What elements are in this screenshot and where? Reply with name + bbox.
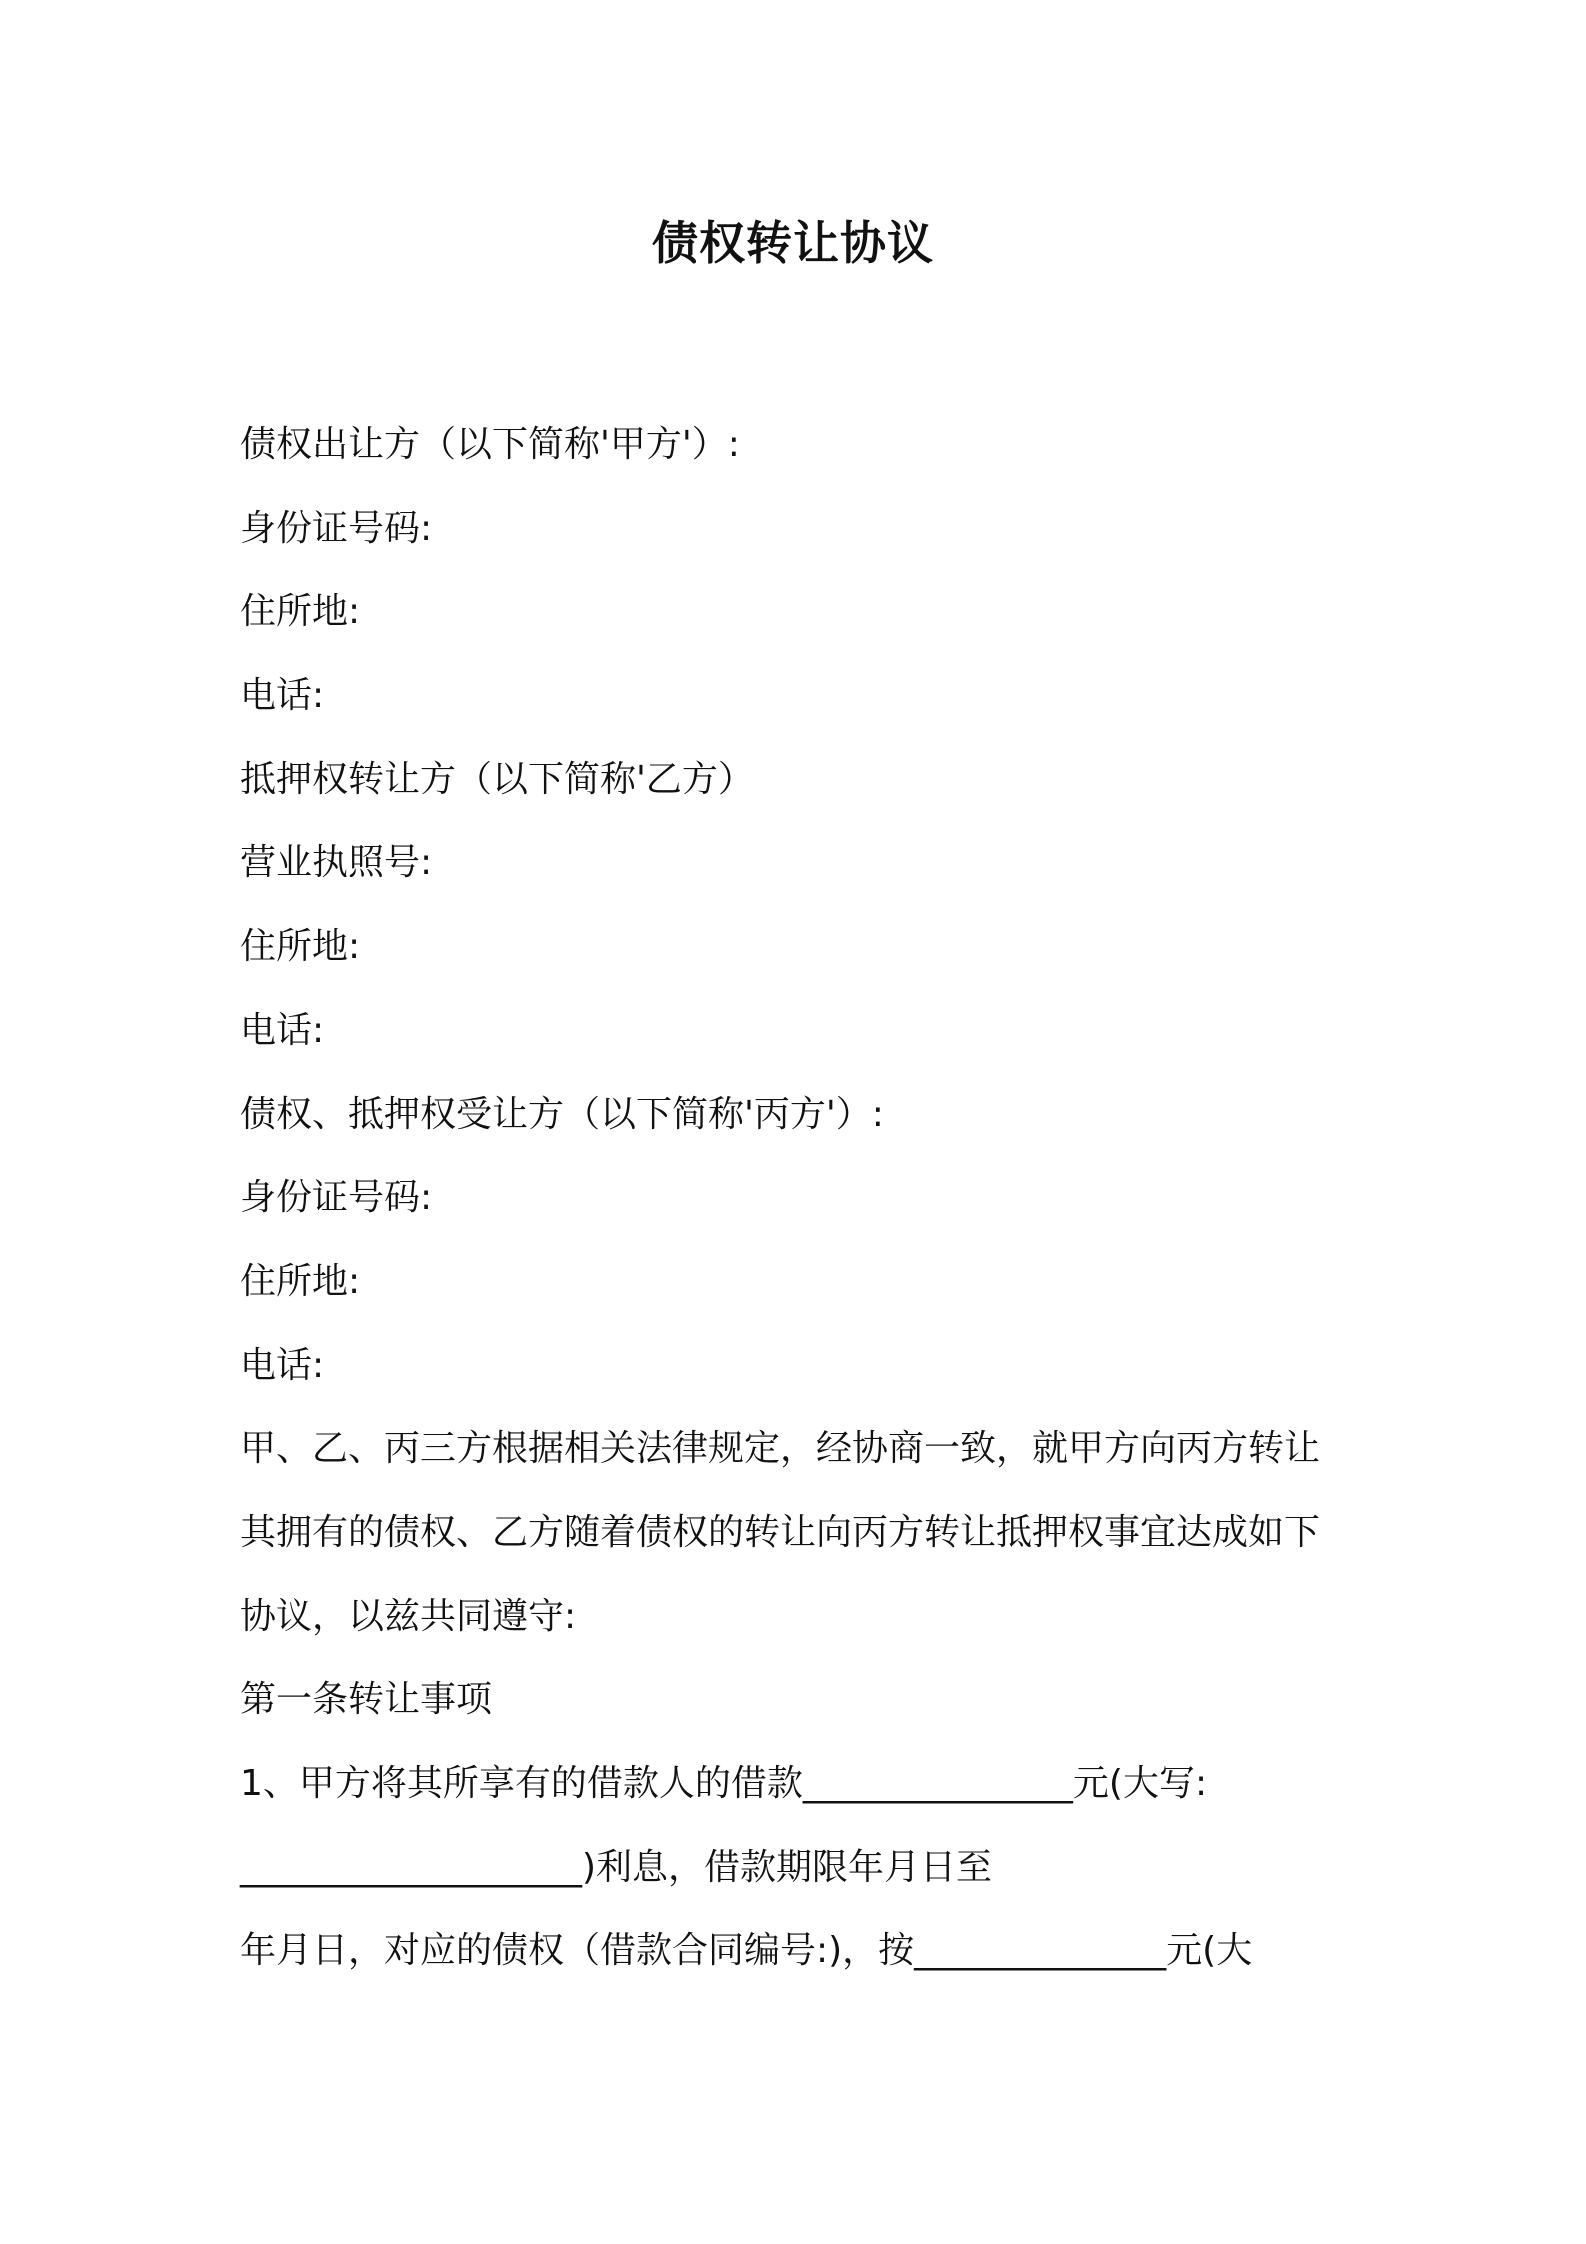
clause-1-line-1: 1、甲方将其所享有的借款人的借款_______________元(大写: (240, 1763, 1208, 1804)
party-b-license-number: 营业执照号: (240, 842, 433, 884)
party-b-phone: 电话: (240, 1009, 325, 1051)
party-a-heading: 债权出让方（以下简称'甲方'）: (240, 424, 740, 465)
party-c-phone: 电话: (240, 1344, 325, 1386)
party-c-address: 住所地: (240, 1260, 361, 1302)
preamble-line-2: 其拥有的债权、乙方随着债权的转让向丙方转让抵押权事宜达成如下 (240, 1511, 1321, 1553)
document-body (240, 403, 1360, 1993)
party-a-phone: 电话: (240, 675, 325, 717)
document-title: 债权转让协议 (652, 216, 934, 270)
party-c-heading: 债权、抵押权受让方（以下简称'丙方'）: (240, 1093, 884, 1135)
party-a-address: 住所地: (240, 591, 361, 633)
article-one-heading: 第一条转让事项 (240, 1679, 493, 1721)
clause-1-line-2: ___________________)利息，借款期限年月日至 (240, 1846, 993, 1888)
party-b-heading: 抵押权转让方（以下简称'乙方） (240, 758, 754, 800)
party-a-id-number: 身份证号码: (240, 507, 433, 549)
party-c-id-number: 身份证号码: (240, 1177, 433, 1219)
party-b-address: 住所地: (240, 926, 361, 968)
clause-1-line-3: 年月日，对应的债权（借款合同编号:)，按______________元(大 (240, 1930, 1253, 1972)
preamble-line-3: 协议，以兹共同遵守: (240, 1595, 577, 1637)
preamble-line-1: 甲、乙、丙三方根据相关法律规定，经协商一致，就甲方向丙方转让 (240, 1428, 1321, 1470)
